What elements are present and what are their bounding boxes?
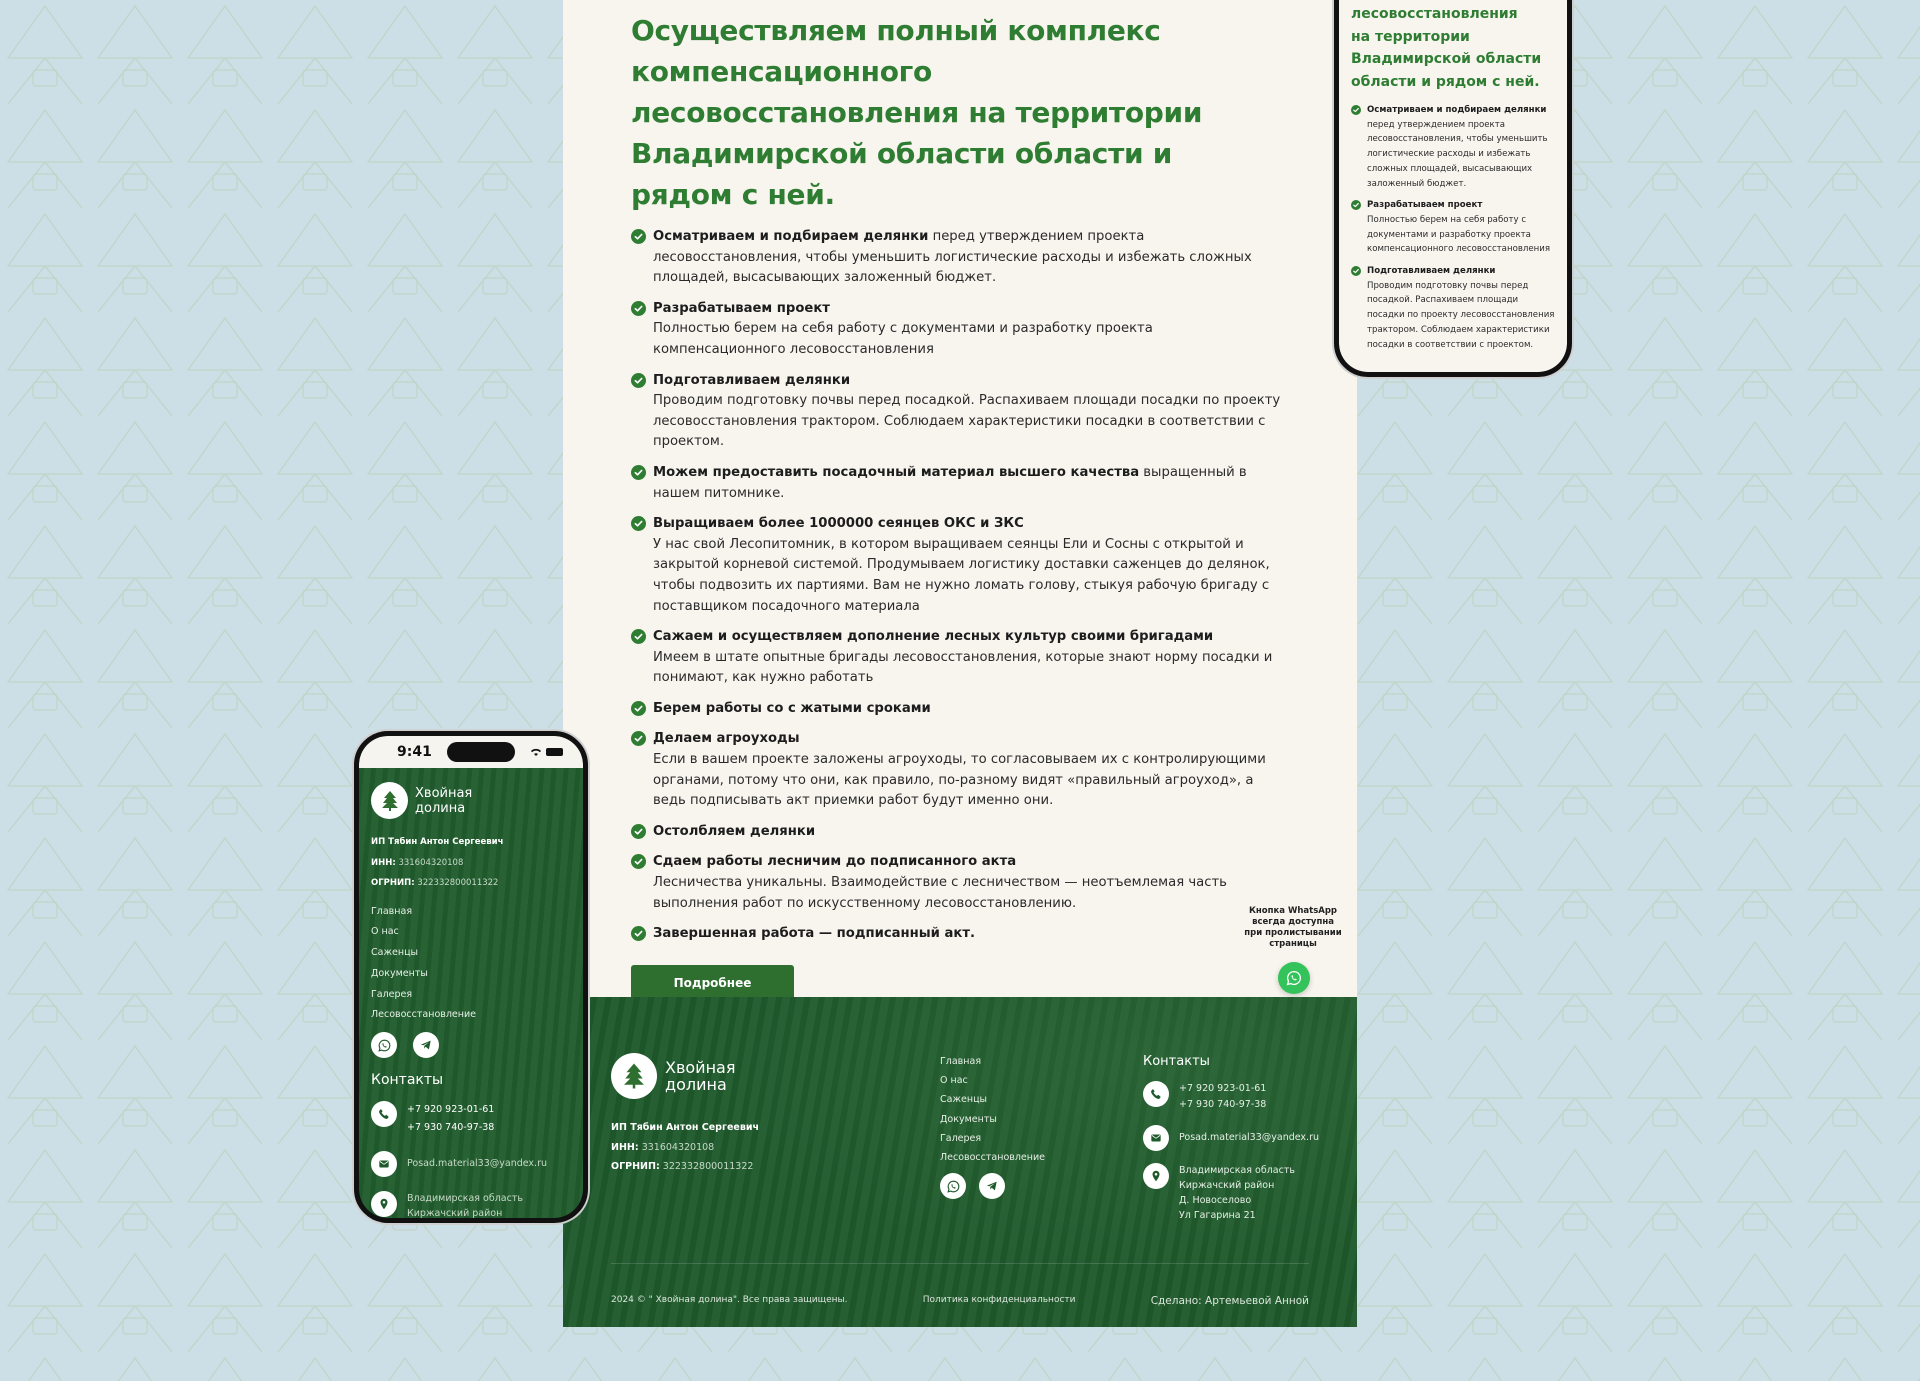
feature-text: Проводим подготовку почвы перед посадкой. Распахиваем площади посадки по проекту лесовосстановления трактором. Соблюдаем характеристики посадки в соответствии с проектом.: [1367, 280, 1555, 350]
feature-text: Лесничества уникальны. Взаимодействие с лесничеством — неотъемлемая часть выполнения работ по искусственному лесовосстановлению.: [653, 875, 1227, 911]
feature-item: [1351, 264, 1557, 352]
feature-title: Разрабатываем проект: [1367, 200, 1483, 211]
more-button[interactable]: Подробнее: [631, 965, 794, 1001]
check-icon: [631, 854, 646, 869]
ogrnip-label: ОГРНИП:: [371, 878, 415, 888]
feature-title: Берем работы со с жатыми сроками: [653, 700, 931, 716]
features-list: [631, 227, 1297, 945]
check-icon: [631, 701, 646, 716]
logo-line-1: Хвойная: [415, 785, 473, 801]
address-line: Киржачский район: [407, 1208, 503, 1218]
address-line: Ул Гагарина 21: [1179, 1210, 1256, 1221]
phone-2[interactable]: +7 930 740-97-38: [1179, 1099, 1267, 1110]
email-icon: [371, 1151, 397, 1177]
check-icon: [631, 301, 646, 316]
check-icon: [1351, 105, 1361, 115]
feature-text: Имеем в штате опытные бригады лесовосстановления, которые знают норму посадки и понимают, как нужно работать: [653, 649, 1273, 686]
ogrnip-value: 322332800011322: [417, 878, 499, 888]
feature-item: [631, 852, 1281, 914]
feature-title: Разрабатываем проект: [653, 300, 830, 316]
whatsapp-icon: [946, 1179, 961, 1194]
telegram-link[interactable]: [979, 1173, 1005, 1199]
feature-text: Проводим подготовку почвы перед посадкой. Распахиваем площади посадки по проекту лесовосстановления трактором. Соблюдаем характеристики посадки в соответствии с проектом.: [653, 393, 1281, 450]
feature-title: Сажаем и осуществляем дополнение лесных культур своими бригадами: [653, 629, 1214, 645]
phone-2[interactable]: +7 930 740-97-38: [407, 1122, 495, 1134]
telegram-link[interactable]: [413, 1032, 439, 1058]
contacts-title: Контакты: [1143, 1054, 1210, 1069]
site-footer: [563, 997, 1357, 1327]
phone-icon: [1143, 1081, 1169, 1107]
ogrnip-value: 322332800011322: [662, 1161, 754, 1172]
footer-logo[interactable]: [611, 1053, 735, 1099]
feature-text: У нас свой Лесопитомник, в котором выращиваем сеянцы Ели и Сосны с открытой и закрытой корневой системой. Продумываем логистику доставки саженцев до делянок, чтобы подвозить их партиями. Вам не нужно ломать голову, стыкуя рабочую бригаду с поставщиком посадочного материала: [653, 536, 1270, 614]
wifi-icon: [530, 747, 542, 757]
check-icon: [631, 373, 646, 388]
check-icon: [631, 926, 646, 941]
mobile-contacts: [371, 1101, 571, 1218]
footer-bottom: [611, 1295, 1309, 1307]
inn-label: ИНН:: [611, 1141, 639, 1153]
section-headline: Осуществляем полный комплекс компенсационного лесовосстановления на территории Владимирской области области и рядом с ней.: [631, 14, 1203, 211]
feature-item: [631, 822, 1281, 843]
mobile-legal: [371, 832, 571, 894]
ogrnip-label: ОГРНИП:: [611, 1161, 660, 1172]
footer-nav: [940, 1052, 1045, 1199]
feature-item: [631, 699, 1281, 720]
feature-title: Осматриваем и подбираем делянки: [653, 229, 929, 244]
address-line: Киржачский район: [1179, 1180, 1275, 1191]
made-by: Сделано: Артемьевой Анной: [1150, 1295, 1309, 1307]
feature-text: Полностью берем на себя работу с документами и разработку проекта компенсационного лесовосстановления: [1367, 214, 1551, 255]
privacy-link[interactable]: Политика конфиденциальности: [922, 1295, 1076, 1305]
battery-icon: [546, 748, 563, 756]
email-link[interactable]: Posad.material33@yandex.ru: [407, 1158, 548, 1170]
feature-text: Если в вашем проекте заложены агроуходы, то согласовываем их с контролирующими органами, потому что они, как правило, по-разному видят «правильный агроуход», а ведь подписывать акт приемки работ будут именно они.: [653, 752, 1266, 809]
contact-address: [371, 1191, 571, 1218]
feature-title: Подготавливаем делянки: [1367, 266, 1496, 277]
phone-1[interactable]: +7 920 923-01-61: [1179, 1083, 1267, 1094]
status-time: 9:41: [397, 744, 432, 760]
logo-line-2: долина: [665, 1075, 727, 1094]
nav-link-reforestation[interactable]: Лесовосстановление: [940, 1152, 1046, 1164]
telegram-icon: [985, 1179, 999, 1193]
mobile-content: [1339, 0, 1567, 372]
mobile-headline-rest: на территории Владимирской области области и рядом с ней.: [1351, 28, 1542, 90]
feature-text: перед утверждением проекта лесовосстановления, чтобы уменьшить логистические расходы и избежать сложных площадей, высасывающих заложенный бюджет.: [653, 229, 1252, 286]
nav-link-about[interactable]: О нас: [371, 926, 399, 938]
check-icon: [631, 731, 646, 746]
nav-link-documents[interactable]: Документы: [940, 1113, 997, 1125]
inn-value: 331604320108: [398, 857, 464, 868]
reforestation-section: [563, 0, 1357, 997]
nav-link-home[interactable]: Главная: [940, 1056, 982, 1067]
mobile-footer: [359, 768, 583, 1218]
phone-1[interactable]: +7 920 923-01-61: [407, 1104, 495, 1116]
phone-icon: [371, 1101, 397, 1127]
nav-link-seedlings[interactable]: Саженцы: [940, 1094, 988, 1106]
inn-value: 331604320108: [641, 1141, 715, 1153]
feature-item: [631, 463, 1281, 504]
mobile-footer-mockup: [354, 731, 588, 1223]
owner-name: ИП Тябин Антон Сергеевич: [611, 1122, 760, 1133]
mobile-logo[interactable]: [371, 782, 571, 819]
check-icon: [631, 229, 646, 244]
contact-phones: [1143, 1081, 1319, 1113]
feature-item: [631, 514, 1281, 617]
nav-link-documents[interactable]: Документы: [371, 967, 428, 979]
feature-item: [1351, 198, 1557, 257]
mobile-headline-line: лесовосстановления: [1351, 6, 1518, 22]
email-icon: [1143, 1125, 1169, 1151]
feature-text: Полностью берем на себя работу с документами и разработку проекта компенсационного лесовосстановления: [653, 321, 1153, 357]
feature-title: Выращиваем более 1000000 сеянцев ОКС и ЗКС: [653, 516, 1024, 532]
tree-logo-icon: [371, 782, 408, 819]
status-bar: [359, 736, 583, 768]
nav-link-home[interactable]: Главная: [371, 905, 413, 917]
social-links: [371, 1032, 571, 1058]
check-icon: [631, 516, 646, 531]
feature-item: [631, 371, 1281, 453]
feature-title: Завершенная работа — подписанный акт.: [653, 926, 976, 942]
feature-item: [631, 729, 1281, 811]
contact-address: [1143, 1163, 1319, 1223]
whatsapp-float-button[interactable]: [1278, 962, 1310, 994]
check-icon: [1351, 266, 1361, 276]
feature-text: выращенный в нашем питомнике.: [653, 464, 1247, 501]
nav-link-about[interactable]: О нас: [940, 1075, 968, 1087]
contact-email: [371, 1151, 571, 1177]
location-icon: [371, 1191, 397, 1217]
feature-text: перед утверждением проекта лесовосстановления, чтобы уменьшить логистические расходы и избежать сложных площадей, высасывающих заложенный бюджет.: [1367, 119, 1548, 189]
footer-divider: [611, 1263, 1309, 1264]
feature-title: Остолбляем делянки: [653, 823, 816, 839]
nav-link-reforestation[interactable]: Лесовосстановление: [371, 1009, 477, 1021]
check-icon: [631, 824, 646, 839]
contact-phones: [371, 1101, 571, 1137]
feature-item: [631, 227, 1281, 289]
address-line: Владимирская область: [1179, 1165, 1295, 1176]
feature-title: Сдаем работы лесничим до подписанного акта: [653, 854, 1017, 870]
copyright: 2024 © " Хвойная долина". Все права защищены.: [611, 1295, 848, 1305]
check-icon: [631, 465, 646, 480]
address-line: Д. Новоселово: [1179, 1195, 1252, 1206]
logo-line-2: долина: [415, 800, 466, 816]
email-link[interactable]: Posad.material33@yandex.ru: [1179, 1132, 1320, 1143]
whatsapp-link[interactable]: [940, 1173, 966, 1199]
whatsapp-icon: [377, 1038, 392, 1053]
location-icon: [1143, 1163, 1169, 1189]
feature-item: [631, 627, 1281, 689]
inn-label: ИНН:: [371, 857, 396, 868]
mobile-nav: [371, 902, 571, 1027]
address-line: Владимирская область: [407, 1193, 523, 1205]
check-icon: [631, 629, 646, 644]
whatsapp-icon: [1285, 969, 1303, 987]
owner-name: ИП Тябин Антон Сергеевич: [371, 837, 504, 847]
dynamic-island: [447, 742, 515, 762]
social-links: [940, 1173, 1045, 1199]
tree-logo-icon: [611, 1053, 657, 1099]
mobile-content-mockup: [1334, 0, 1572, 377]
landing-page: [563, 0, 1357, 1327]
logo-line-1: Хвойная: [665, 1058, 736, 1077]
footer-legal: [611, 1118, 759, 1177]
contacts-title: Контакты: [371, 1072, 444, 1089]
mobile-headline: [1351, 3, 1557, 93]
nav-link-gallery[interactable]: Галерея: [940, 1132, 982, 1144]
contact-email: [1143, 1125, 1319, 1151]
feature-title: Подготавливаем делянки: [653, 372, 851, 388]
feature-item: [631, 299, 1281, 361]
feature-item: [1351, 103, 1557, 191]
feature-title: Осматриваем и подбираем делянки: [1367, 105, 1547, 115]
telegram-icon: [419, 1038, 433, 1052]
footer-contacts: [1143, 1054, 1319, 1235]
nav-link-gallery[interactable]: Галерея: [371, 988, 413, 1000]
whatsapp-note: Кнопка WhatsApp всегда доступна при пролистывании страницы: [1244, 906, 1342, 949]
nav-link-seedlings[interactable]: Саженцы: [371, 947, 419, 959]
check-icon: [1351, 200, 1361, 210]
feature-title: Делаем агроуходы: [653, 731, 800, 747]
whatsapp-link[interactable]: [371, 1032, 397, 1058]
feature-title: Можем предоставить посадочный материал высшего качества: [653, 464, 1140, 480]
mobile-features-list: [1351, 103, 1557, 352]
feature-item: [631, 924, 1281, 945]
